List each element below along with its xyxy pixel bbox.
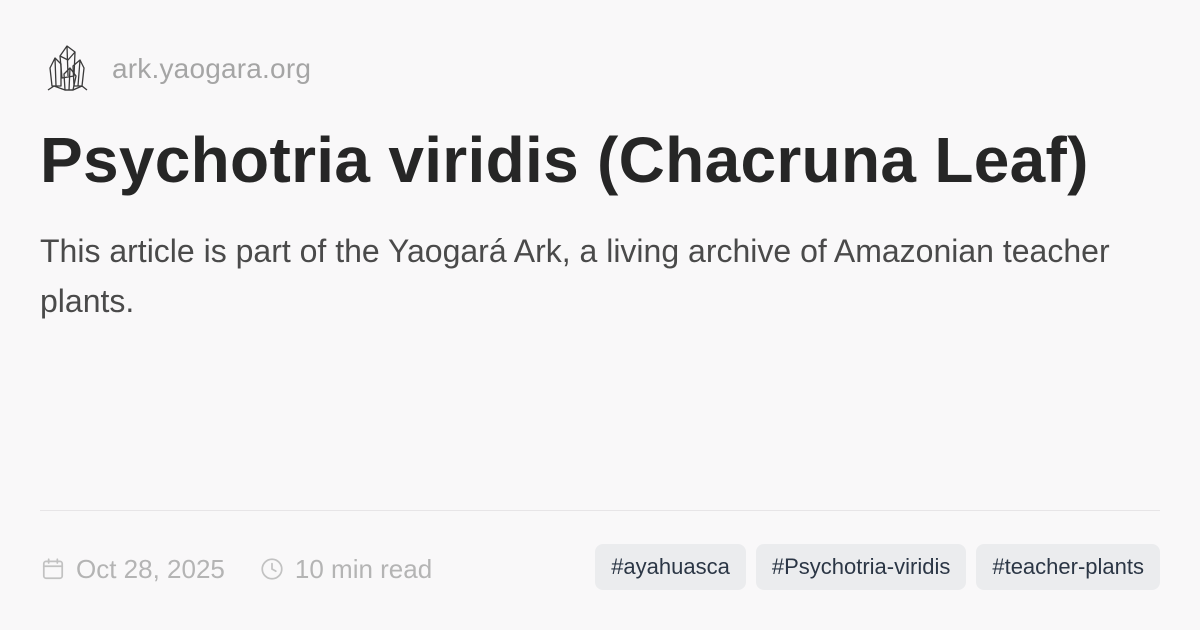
clock-icon (259, 556, 285, 582)
site-domain[interactable]: ark.yaogara.org (112, 53, 312, 84)
read-time-text: 10 min read (294, 553, 433, 584)
divider (40, 510, 1160, 511)
read-time (259, 554, 432, 585)
article-title: Psychotria viridis (Chacruna Leaf) (40, 124, 1089, 196)
calendar-icon (40, 556, 66, 582)
publish-date (40, 554, 225, 585)
article-meta (40, 548, 432, 590)
article-description: This article is part of the Yaogará Ark, a living archive of Amazonian teacher plants. (40, 233, 1110, 319)
tag-psychotria-viridis[interactable]: #Psychotria-viridis (756, 544, 967, 590)
tag-teacher-plants[interactable]: #teacher-plants (976, 544, 1160, 590)
site-header (40, 42, 311, 96)
tag-ayahuasca[interactable]: #ayahuasca (595, 544, 746, 590)
tag-list (595, 544, 1160, 590)
date-text: Oct 28, 2025 (76, 553, 225, 584)
crystal-cluster-icon (40, 42, 94, 96)
